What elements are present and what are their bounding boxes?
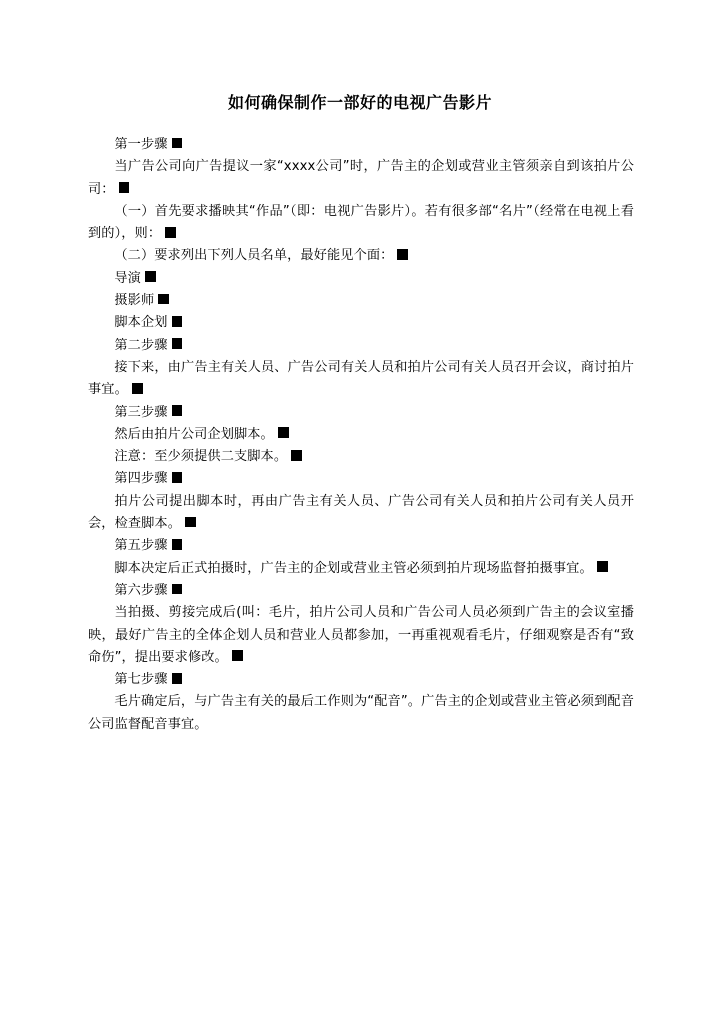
step-5-body [88,558,634,580]
step-4-heading [88,468,634,490]
paragraph-text: 当广告公司向广告提议一家“xxxx公司”时，广告主的企划或营业主管须亲自到该拍片公司： [88,159,634,197]
step-5-heading [88,535,634,557]
step-2-heading [88,335,634,357]
paragraph-text: 第一步骤 [114,137,168,152]
step-3-heading [88,402,634,424]
paragraph-text: 第六步骤 [114,582,168,598]
step-3-note [88,446,634,468]
paragraph-text: 导演 [114,270,141,286]
black-square-marker-icon [172,338,183,349]
black-square-marker-icon [185,517,196,528]
step-6-heading [88,580,634,602]
black-square-marker-icon [291,450,302,461]
black-square-marker-icon [172,138,183,149]
step-7-heading [88,669,634,691]
step-4-body [88,491,634,536]
paragraph-text: 拍片公司提出脚本时，再由广告主有关人员、广告公司有关人员和拍片公司有关人员开会，检查脚本。 [88,493,634,532]
paragraph-text: 第二步骤 [114,337,168,353]
black-square-marker-icon [119,182,130,193]
black-square-marker-icon [158,294,169,305]
black-square-marker-icon [132,383,143,394]
step-1-body [88,156,634,201]
role-director [88,268,634,290]
step-3-body [88,424,634,446]
paragraph-text: 当拍摄、剪接完成后(叫：毛片，拍片公司人员和广告公司人员必须到广告主的会议室播映，最好广告主的全体企划人员和营业人员都参加，一再重视观看毛片，仔细观察是否有“致命伤”，提出要求修改。 [88,605,634,665]
role-cameraman [88,290,634,312]
step-2-body [88,357,634,402]
paragraph-text: 脚本企划 [114,315,168,331]
step-1-heading [88,134,634,156]
black-square-marker-icon [145,271,156,282]
paragraph-text: 第七步骤 [114,672,168,688]
document-body [88,134,634,736]
black-square-marker-icon [172,539,183,550]
paragraph-text: 脚本决定后正式拍摄时，广告主的企划或营业主管必须到拍片现场监督拍摄事宜。 [114,560,593,576]
step-7-body [88,691,634,736]
black-square-marker-icon [278,427,289,438]
black-square-marker-icon [172,673,183,684]
black-square-marker-icon [172,405,183,416]
page-title: 如何确保制作一部好的电视广告影片 [227,93,492,112]
paragraph-text: 摄影师 [114,293,155,309]
black-square-marker-icon [172,316,183,327]
black-square-marker-icon [232,650,243,661]
item-one [88,201,634,246]
black-square-marker-icon [165,227,176,238]
paragraph-text: 接下来，由广告主有关人员、广告公司有关人员和拍片公司有关人员召开会议，商讨拍片事宜。 [88,359,634,398]
paragraph-text: （二）要求列出下列人员名单，最好能见个面： [114,248,394,264]
paragraph-text: 毛片确定后，与广告主有关的最后工作则为“配音”。广告主的企划或营业主管必须到配音公司监督配音事宜。 [88,694,634,732]
paragraph-text: 注意：至少须提供二支脚本。 [114,449,288,465]
item-two [88,245,634,267]
black-square-marker-icon [172,472,183,483]
step-6-body [88,602,634,669]
paragraph-text: 第四步骤 [114,471,168,487]
black-square-marker-icon [172,584,183,595]
paragraph-text: （一）首先要求播映其“作品”（即：电视广告影片）。若有很多部“名片”（经常在电视上看到的），则： [88,203,634,242]
paragraph-text: 第三步骤 [114,404,168,420]
paragraph-text: 然后由拍片公司企划脚本。 [114,426,274,442]
role-scriptwriter [88,312,634,334]
black-square-marker-icon [597,561,608,572]
paragraph-text: 第五步骤 [114,538,168,554]
black-square-marker-icon [397,249,408,260]
